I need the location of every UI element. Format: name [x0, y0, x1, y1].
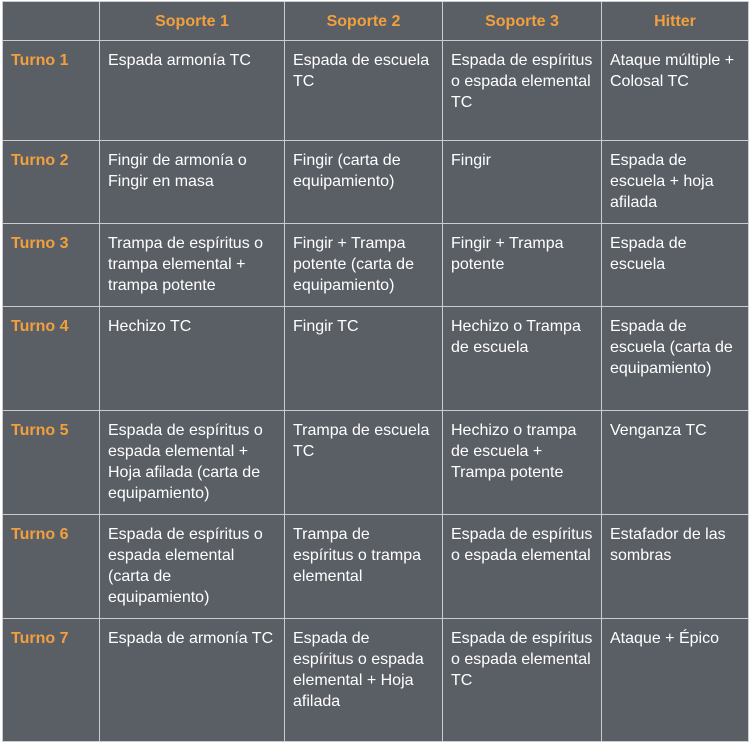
- turn-label: Turno 1: [3, 41, 100, 141]
- table-row: [3, 224, 749, 307]
- table-cell: Espada de escuela + hoja afilada: [602, 141, 749, 224]
- table-cell: Espada de espíritus o espada elemental TC: [443, 619, 602, 742]
- turn-label: Turno 6: [3, 515, 100, 619]
- table-cell: Ataque múltiple + Colosal TC: [602, 41, 749, 141]
- table-row: [3, 515, 749, 619]
- turn-label: Turno 3: [3, 224, 100, 307]
- table-cell: Espada de armonía TC: [100, 619, 285, 742]
- table-cell: Hechizo o trampa de escuela + Trampa potente: [443, 411, 602, 515]
- table-cell: Espada de espíritus o espada elemental: [443, 515, 602, 619]
- table-row: [3, 619, 749, 742]
- table-row: [3, 141, 749, 224]
- strategy-table: [2, 1, 749, 742]
- table-cell: Fingir TC: [285, 307, 443, 411]
- header-soporte-1: Soporte 1: [100, 2, 285, 41]
- table-cell: Espada armonía TC: [100, 41, 285, 141]
- turn-label: Turno 7: [3, 619, 100, 742]
- table-cell: Espada de espíritus o espada elemental TC: [443, 41, 602, 141]
- table-cell: Trampa de escuela TC: [285, 411, 443, 515]
- header-soporte-2: Soporte 2: [285, 2, 443, 41]
- table-cell: Espada de escuela: [602, 224, 749, 307]
- table-cell: Espada de espíritus o espada elemental + Hoja afilada: [285, 619, 443, 742]
- table-cell: Trampa de espíritus o trampa elemental + trampa potente: [100, 224, 285, 307]
- table-cell: Fingir: [443, 141, 602, 224]
- table-cell: Fingir + Trampa potente (carta de equipamiento): [285, 224, 443, 307]
- table-cell: Espada de espíritus o espada elemental (carta de equipamiento): [100, 515, 285, 619]
- table-cell: Hechizo TC: [100, 307, 285, 411]
- header-corner: [3, 2, 100, 41]
- turn-label: Turno 5: [3, 411, 100, 515]
- turn-label: Turno 4: [3, 307, 100, 411]
- turn-label: Turno 2: [3, 141, 100, 224]
- table-row: [3, 307, 749, 411]
- table-cell: Trampa de espíritus o trampa elemental: [285, 515, 443, 619]
- table-cell: Estafador de las sombras: [602, 515, 749, 619]
- header-row: [3, 2, 749, 41]
- table-row: [3, 411, 749, 515]
- table-cell: Hechizo o Trampa de escuela: [443, 307, 602, 411]
- table-cell: Espada de espíritus o espada elemental + Hoja afilada (carta de equipamiento): [100, 411, 285, 515]
- table-row: [3, 41, 749, 141]
- table-cell: Fingir (carta de equipamiento): [285, 141, 443, 224]
- table-cell: Espada de escuela TC: [285, 41, 443, 141]
- header-soporte-3: Soporte 3: [443, 2, 602, 41]
- header-hitter: Hitter: [602, 2, 749, 41]
- table-cell: Fingir de armonía o Fingir en masa: [100, 141, 285, 224]
- table-cell: Espada de escuela (carta de equipamiento): [602, 307, 749, 411]
- table-cell: Fingir + Trampa potente: [443, 224, 602, 307]
- table-cell: Venganza TC: [602, 411, 749, 515]
- table-cell: Ataque + Épico: [602, 619, 749, 742]
